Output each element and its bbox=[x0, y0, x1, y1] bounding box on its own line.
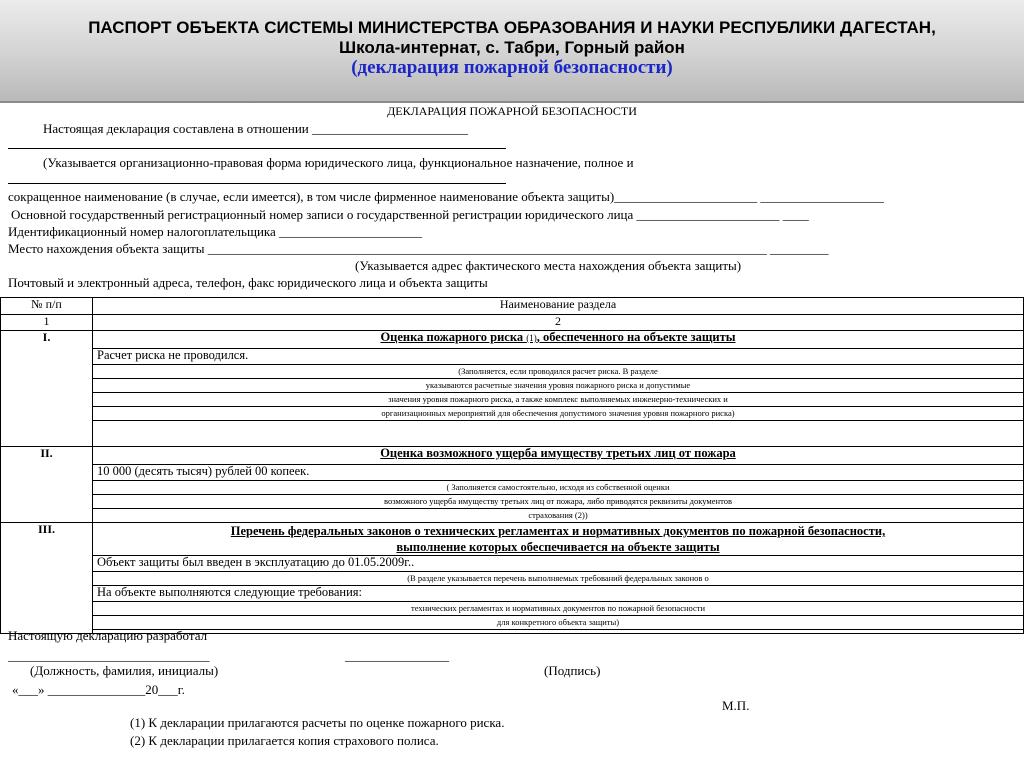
form-line-location: Место нахождения объекта защиты ______________________________________________________________________________________ _________ bbox=[8, 241, 829, 256]
section-text: На объекте выполняются следующие требования: bbox=[93, 586, 1024, 602]
date-line: «___» _______________20___г. bbox=[12, 682, 185, 697]
signature-line: ________________ bbox=[345, 648, 449, 663]
col-name-header: Наименование раздела bbox=[93, 298, 1024, 315]
section-note: значения уровня пожарного риска, а также комплекс выполняемых инженерно-технических и bbox=[93, 393, 1024, 407]
blank-line bbox=[8, 183, 506, 184]
developed-by-label: Настоящую декларацию разработал bbox=[8, 628, 208, 643]
section-note: страхования (2)) bbox=[93, 509, 1024, 523]
section-number: III. bbox=[1, 523, 93, 634]
section-number: I. bbox=[1, 331, 93, 447]
header-school: Школа-интернат, с. Табри, Горный район bbox=[339, 38, 685, 57]
header-subtitle: (декларация пожарной безопасности) bbox=[351, 57, 673, 78]
form-line-hint-legal: (Указывается организационно-правовая форма юридического лица, функциональное назначение, полное и bbox=[43, 155, 634, 170]
header-title: ПАСПОРТ ОБЪЕКТА СИСТЕМЫ МИНИСТЕРСТВА ОБРАЗОВАНИЯ И НАУКИ РЕСПУБЛИКИ ДАГЕСТАН, bbox=[88, 18, 936, 37]
form-line-subject: Настоящая декларация составлена в отношении ________________________ bbox=[43, 121, 468, 136]
form-title: ДЕКЛАРАЦИЯ ПОЖАРНОЙ БЕЗОПАСНОСТИ bbox=[387, 104, 637, 118]
section-title: Оценка возможного ущерба имуществу третьих лиц от пожара bbox=[93, 447, 1024, 465]
index-cell: 2 bbox=[93, 315, 1024, 331]
section-note: технических регламентах и нормативных документов по пожарной безопасности bbox=[93, 602, 1024, 616]
section-empty-cell bbox=[93, 421, 1024, 447]
section-note: ( Заполняется самостоятельно, исходя из собственной оценки bbox=[93, 481, 1024, 495]
section-note: для конкретного объекта защиты) bbox=[93, 616, 1024, 630]
section-title: Перечень федеральных законов о технических регламентах и нормативных документов по пожарной безопасности, выполнение которых обеспечивается на объекте защиты bbox=[93, 523, 1024, 556]
footnote-1: (1) К декларации прилагаются расчеты по оценке пожарного риска. bbox=[130, 715, 505, 730]
position-line: _______________________________ bbox=[8, 648, 210, 663]
col-number-header: № п/п bbox=[1, 298, 93, 315]
footnote-2: (2) К декларации прилагается копия страхового полиса. bbox=[130, 733, 439, 748]
section-text: Расчет риска не проводился. bbox=[93, 349, 1024, 365]
section-note: указываются расчетные значения уровня пожарного риска и допустимые bbox=[93, 379, 1024, 393]
table-index-row bbox=[1, 315, 1024, 331]
stamp-label: М.П. bbox=[722, 698, 750, 713]
section-text: Объект защиты был введен в эксплуатацию до 01.05.2009г.. bbox=[93, 556, 1024, 572]
form-line-hint-address: (Указывается адрес фактического места нахождения объекта защиты) bbox=[355, 258, 742, 273]
form-line-name: сокращенное наименование (в случае, если имеется), в том числе фирменное наименование объекта защиты)______________________ ___________________ bbox=[8, 189, 884, 204]
table-row bbox=[1, 523, 1024, 556]
table-header-row bbox=[1, 298, 1024, 315]
signature-caption: (Подпись) bbox=[544, 663, 601, 678]
form-line-contacts: Почтовый и электронный адреса, телефон, факс юридического лица и объекта защиты bbox=[8, 275, 488, 290]
sections-table bbox=[0, 297, 1024, 634]
table-row bbox=[1, 447, 1024, 465]
section-note: возможного ущерба имуществу третьих лиц от пожара, либо приводятся реквизиты документов bbox=[93, 495, 1024, 509]
form-line-ogrn: Основной государственный регистрационный номер записи о государственной регистрации юридического лица ______________________ ____ bbox=[11, 207, 809, 222]
section-empty-cell bbox=[93, 630, 1024, 634]
blank-line bbox=[8, 148, 506, 149]
section-number: II. bbox=[1, 447, 93, 523]
header-banner bbox=[0, 0, 1024, 103]
section-note: (В разделе указывается перечень выполняемых требований федеральных законов о bbox=[93, 572, 1024, 586]
form-line-inn: Идентификационный номер налогоплательщика ______________________ bbox=[8, 224, 423, 239]
section-text: 10 000 (десять тысяч) рублей 00 копеек. bbox=[93, 465, 1024, 481]
table-row bbox=[1, 331, 1024, 349]
index-cell: 1 bbox=[1, 315, 93, 331]
section-title: Оценка пожарного риска (1), обеспеченного на объекте защиты bbox=[93, 331, 1024, 349]
position-caption: (Должность, фамилия, инициалы) bbox=[30, 663, 219, 678]
section-note: организационных мероприятий для обеспечения допустимого значения уровня пожарного риска) bbox=[93, 407, 1024, 421]
section-note: (Заполняется, если проводился расчет риска. В разделе bbox=[93, 365, 1024, 379]
